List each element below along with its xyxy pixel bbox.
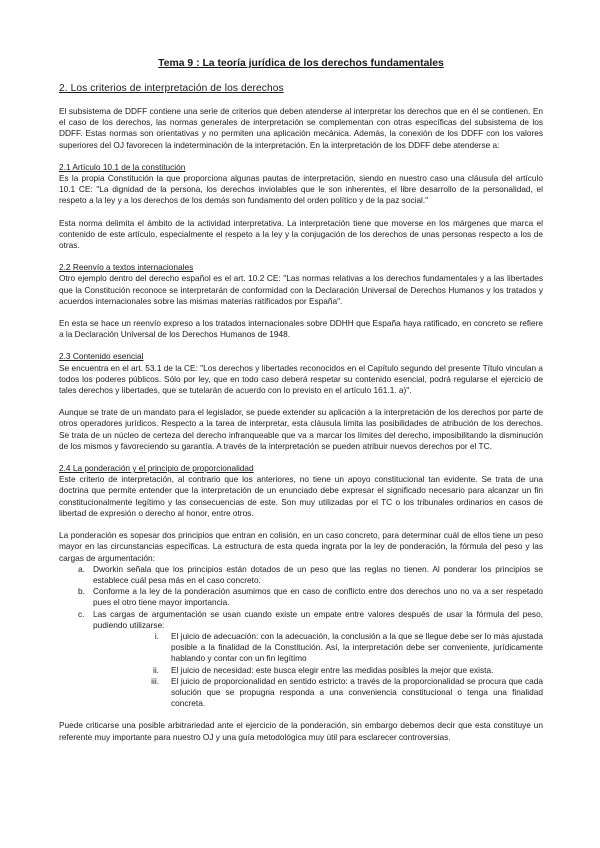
paragraph: Este criterio de interpretación, al contrario que los anteriores, no tiene un apoyo constitucional tan evidente. Se trata de una doctrina que permite entender que la interpretación de un enunciado debe expresar el significado necesario para alcanzar un fin constitucionalmente legítimo y las consecuencias de este. Son muy utilizadas por el TC o los tribunales ordinarios en casos de libertad de expresión o derecho al honor, entre otros. <box>59 474 543 518</box>
intro-paragraph: El subsistema de DDFF contiene una serie de criterios que deben atenderse al interpretar los derechos que en él se contienen. En el caso de los derechos, las normas generales de interpretación se complementan con otras específicas del subsistema de los DDFF. Estas normas son orientativas y no permiten una aplicación mecánica. Además, la conexión de los DDFF con los valores superiores del OJ favorecen la indeterminación de la interpretación. En la interpretación de los DDFF debe atenderse a: <box>59 106 543 150</box>
lettered-list <box>59 564 543 710</box>
list-marker: a. <box>78 563 85 574</box>
sublist-item <box>93 665 543 676</box>
list-item <box>59 609 543 710</box>
paragraph: Es la propia Constitución la que proporciona algunas pautas de interpretación, siendo en nuestro caso una cláusula del artículo 10.1 CE: "La dignidad de la persona, los derechos inviolables que le son inherentes, el libre desarrollo de la personalidad, el respeto a la ley y a los derechos de los demás son fundamento del orden político y de la paz social." <box>59 173 543 206</box>
paragraph: La ponderación es sopesar dos principios que entran en colisión, en un caso concreto, para determinar cuál de ellos tiene un peso mayor en las circunstancias específicas. La estructura de esta queda ingrata por la ley de ponderación, la fórmula del peso y las cargas de argumentación: <box>59 530 543 563</box>
list-marker: b. <box>78 586 85 597</box>
list-item-text: Las cargas de argumentación se usan cuando existe un empate entre valores después de usar la fórmula del peso, pudiendo utilizarse: <box>93 608 543 630</box>
subsection-heading-2-1: 2.1 Artículo 10.1 de la constitución <box>59 161 186 172</box>
list-item-text: Conforme a la ley de la ponderación asumimos que en caso de conflicto entre dos derechos uno no va a ser respetado pues el otro tiene mayor importancia. <box>93 586 543 608</box>
paragraph: En esta se hace un reenvío expreso a los tratados internacionales sobre DDHH que España haya ratificado, en concreto se refiere a la Declaración Universal de los Derechos Humanos de 1948. <box>59 318 543 340</box>
document-title: Tema 9 : La teoría jurídica de los derechos fundamentales <box>158 58 444 69</box>
list-marker: iii. <box>151 675 159 686</box>
subsection-heading-2-3: 2.3 Contenido esencial <box>59 351 144 362</box>
list-item <box>59 564 543 586</box>
subsection-heading-2-2: 2.2 Reenvío a textos internacionales <box>59 262 194 273</box>
paragraph: Aunque se trate de un mandato para el legislador, se puede extender su aplicación a la interpretación de los derechos por parte de otros operadores jurídicos. Respecto a la tarea de interpretar, esta cláusula limita las posibilidades de atribución de los derechos. Se trata de un núcleo de certeza del derecho infranqueable que va a marcar los límites del derecho, imposibilitando la disminución de los mismos y favoreciendo su garantía. A través de la interpretación se pueden atribuir nuevos derechos por el TC. <box>59 407 543 451</box>
sublist-item-text: El juicio de adecuación: con la adecuación, la conclusión a la que se llegue debe ser lo más ajustada posible a la finalidad de la Constitución. Así, la interpretación debe ser conveniente, jurídicamente hablando y contar con un fin legítimo <box>171 630 543 664</box>
roman-sublist <box>93 631 543 709</box>
paragraph: Otro ejemplo dentro del derecho español es el art. 10.2 CE: "Las normas relativas a los derechos fundamentales y a las libertades que la Constitución reconoce se interpretarán de conformidad con la Declaración Universal de Derechos Humanos y los tratados y acuerdos internacionales sobre las mismas materias ratificados por España". <box>59 273 543 306</box>
list-item-text: Dworkin señala que los principios están dotados de un peso que las reglas no tienen. Al ponderar los principios se establece cuál pesa más en el caso concreto. <box>93 563 543 585</box>
sublist-item-text: El juicio de proporcionalidad en sentido estricto: a través de la proporcionalidad se procura que cada solución que se propugna responda a una conveniencia constitucional o tenga una finalidad concreta. <box>171 675 543 709</box>
paragraph: Se encuentra en el art. 53.1 de la CE: "Los derechos y libertades reconocidos en el Capítulo segundo del presente Título vinculan a todos los poderes públicos. Sólo por ley, que en todo caso deberá respetar su contenido esencial, podrá regularse el ejercicio de tales derechos y libertades, que se tutelarán de acuerdo con lo previsto en el artículo 161.1. a)". <box>59 362 543 396</box>
list-marker: i. <box>154 630 159 641</box>
list-item <box>59 586 543 608</box>
sublist-item <box>93 631 543 665</box>
list-marker: c. <box>78 608 85 619</box>
sublist-item <box>93 676 543 710</box>
sublist-item-text: El juicio de necesidad: este busca elegir entre las medidas posibles la mejor que exista. <box>171 664 494 675</box>
closing-paragraph: Puede criticarse una posible arbitrariedad ante el ejercicio de la ponderación, sin embargo debemos decir que esta constituye un referente muy importante para nuestro OJ y una guía metodológica muy útil para esclarecer controversias. <box>59 720 543 742</box>
list-marker: ii. <box>153 664 159 675</box>
section-title: 2. Los criterios de interpretación de los derechos <box>59 83 284 94</box>
paragraph: Esta norma delimita el ámbito de la actividad interpretativa. La interpretación tiene que moverse en los márgenes que marca el contenido de este artículo, especialmente el respeto a la ley y la conjugación de los derechos de unas personas respecto a los de otras. <box>59 217 543 251</box>
subsection-heading-2-4: 2.4 La ponderación y el principio de proporcionalidad <box>59 463 254 474</box>
